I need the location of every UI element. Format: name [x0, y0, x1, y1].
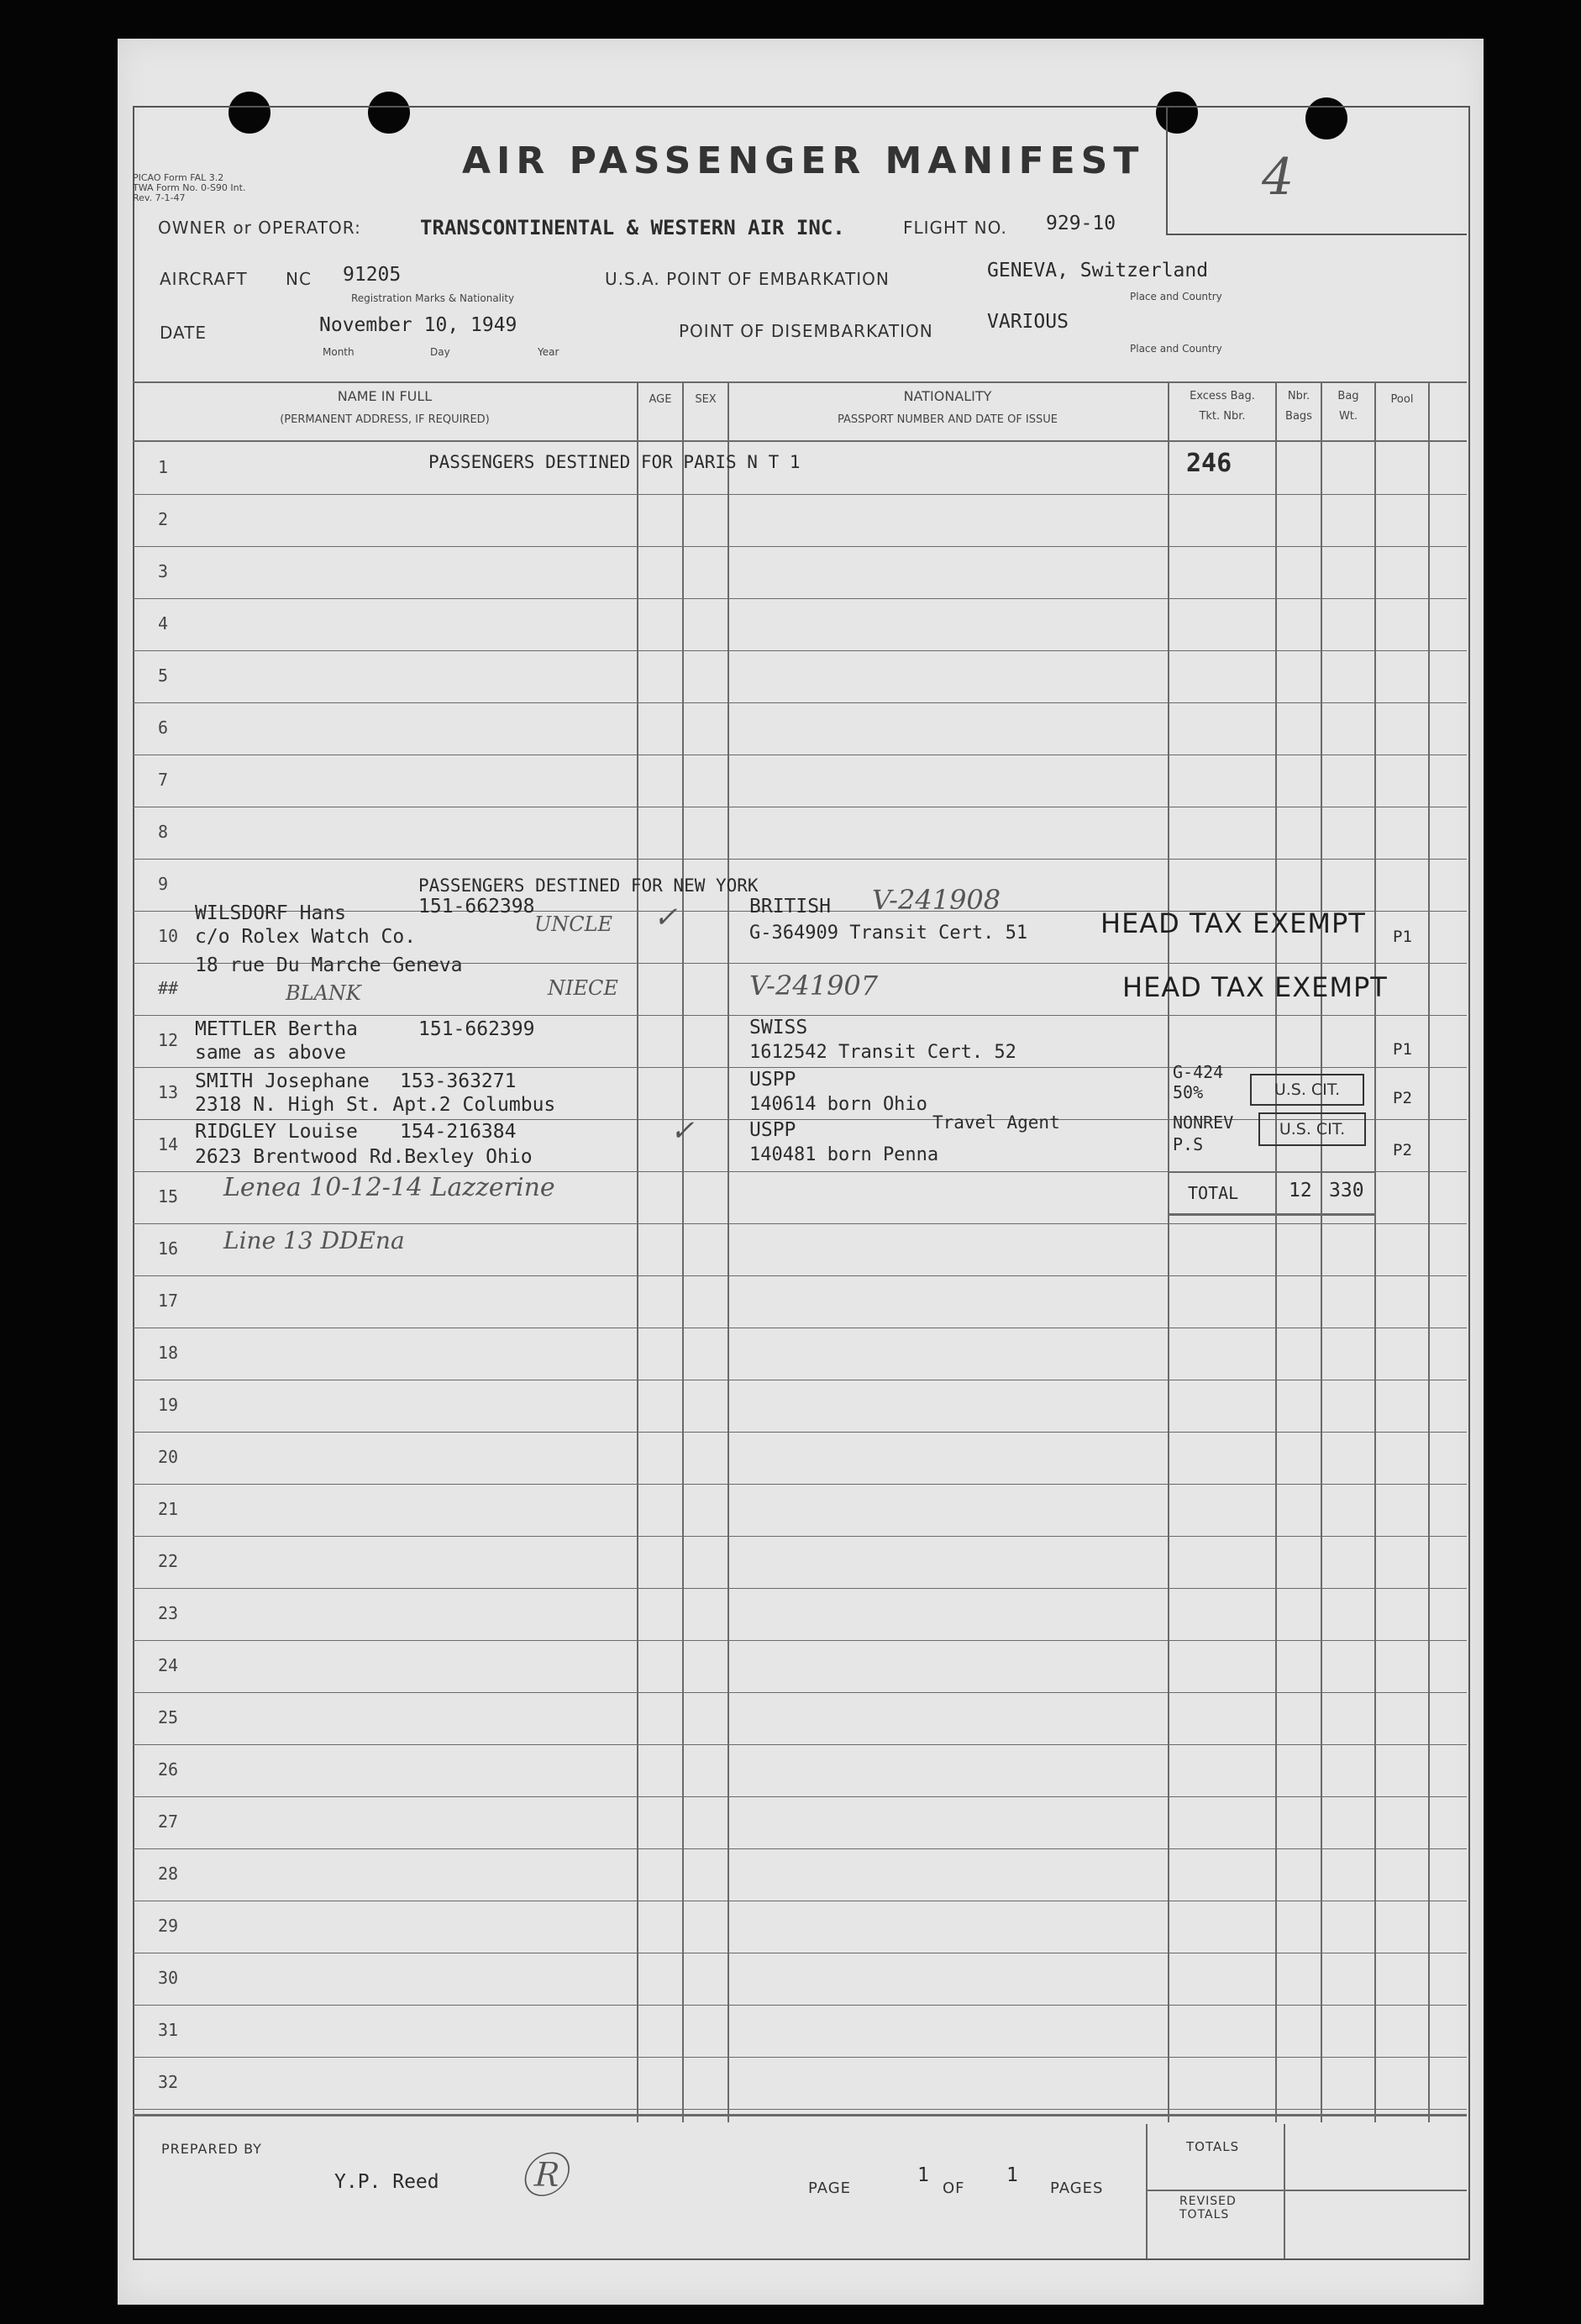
row11-relation: NIECE	[548, 976, 618, 1000]
col-header-nationality: NATIONALITY	[903, 388, 992, 404]
row-number: 31	[158, 2020, 179, 2040]
row-rule	[133, 494, 1467, 495]
row13-passport: 140614 born Ohio	[749, 1094, 927, 1115]
row-number: 6	[158, 718, 169, 738]
row-number: 24	[158, 1655, 179, 1675]
col-rule-age	[637, 381, 638, 2122]
row-rule	[133, 2057, 1467, 2058]
form-number-line: Rev. 7-1-47	[133, 192, 186, 203]
col-rule-pool	[1374, 381, 1376, 2122]
row1-passenger-group: PASSENGERS DESTINED FOR PARIS N T 1	[428, 452, 801, 472]
embark-value: GENEVA, Switzerland	[987, 260, 1209, 281]
pages-label: PAGES	[1050, 2179, 1104, 2197]
row-rule	[133, 1744, 1467, 1745]
row13-ticket: 153-363271	[400, 1070, 517, 1092]
row-number: 23	[158, 1603, 179, 1623]
prepared-by-value: Y.P. Reed	[334, 2171, 439, 2193]
totals-label: TOTALS	[1186, 2139, 1240, 2154]
form-number	[133, 173, 245, 203]
row15-total-label: TOTAL	[1188, 1183, 1239, 1203]
row-number: 4	[158, 613, 169, 634]
aircraft-no-label: NC	[286, 269, 312, 289]
prepared-by-label: PREPARED BY	[161, 2141, 262, 2157]
row13-pool: P2	[1393, 1089, 1412, 1107]
row11-visa: V-241907	[749, 970, 879, 1002]
row10-check: ✓	[654, 901, 678, 934]
col-rule-nat	[727, 381, 729, 2122]
date-caption-day: Day	[430, 346, 450, 358]
row-number: 10	[158, 926, 179, 946]
date-caption-year: Year	[538, 346, 559, 358]
row16-handwritten-note: Line 13 DDEna	[223, 1227, 405, 1254]
row-number: 18	[158, 1343, 179, 1363]
col-header-sex: SEX	[695, 393, 717, 406]
row12-passport: 1612542 Transit Cert. 52	[749, 1042, 1016, 1063]
row-number: 20	[158, 1447, 179, 1467]
form-number-line: PICAO Form FAL 3.2	[133, 172, 224, 183]
row13-name: SMITH Josephane	[195, 1070, 370, 1092]
row-rule	[133, 1536, 1467, 1537]
row-number: 30	[158, 1968, 179, 1988]
row10-head-tax-stamp: HEAD TAX EXEMPT	[1100, 907, 1366, 939]
page-value: 1	[917, 2164, 929, 2186]
row12-pool: P1	[1393, 1040, 1412, 1059]
row-number: 26	[158, 1759, 179, 1780]
footer-divider-3	[1146, 2190, 1467, 2191]
row13-excess: G-424	[1173, 1062, 1224, 1082]
footer-divider-2	[1284, 2124, 1285, 2258]
row10-address: c/o Rolex Watch Co.	[195, 926, 417, 948]
row14-ticket: 154-216384	[400, 1121, 517, 1143]
row-number: ##	[158, 978, 179, 998]
row-number: 5	[158, 665, 169, 686]
owner-label: OWNER or OPERATOR:	[158, 218, 361, 238]
row-number: 21	[158, 1499, 179, 1519]
date-caption-month: Month	[323, 346, 355, 358]
row10-passport: G-364909 Transit Cert. 51	[749, 923, 1028, 944]
row12-address: same as above	[195, 1042, 347, 1064]
row-rule	[133, 598, 1467, 599]
col-header-name-sub: (PERMANENT ADDRESS, IF REQUIRED)	[280, 413, 490, 426]
disembark-value: VARIOUS	[987, 311, 1069, 333]
row15-handwritten-note: Lenea 10-12-14 Lazzerine	[223, 1173, 555, 1202]
row-number: 13	[158, 1082, 179, 1102]
col-header-pool: Pool	[1390, 393, 1414, 406]
row-rule	[133, 1275, 1467, 1276]
col-rule-excess	[1168, 381, 1169, 2122]
row14-pool: P2	[1393, 1141, 1412, 1159]
row-number: 27	[158, 1811, 179, 1832]
row-rule	[133, 1484, 1467, 1485]
row13-citizen-stamp: U.S. CIT.	[1250, 1074, 1364, 1106]
col-header-excess-sub: Tkt. Nbr.	[1199, 410, 1246, 423]
aircraft-value: 91205	[343, 264, 402, 286]
row-number: 32	[158, 2072, 179, 2092]
row11-blank: BLANK	[286, 981, 361, 1005]
col-rule-sex	[682, 381, 684, 2122]
col-rule-end	[1428, 381, 1430, 2122]
row-rule	[133, 1432, 1467, 1433]
revised-totals-label: REVISED TOTALS	[1179, 2195, 1237, 2221]
row-rule	[133, 650, 1467, 651]
row-number: 9	[158, 874, 169, 894]
row-number: 3	[158, 561, 169, 581]
row14-excess: NONREV	[1173, 1112, 1234, 1133]
embark-caption: Place and Country	[1130, 291, 1222, 302]
footer-divider	[1146, 2124, 1148, 2258]
row-number: 29	[158, 1916, 179, 1936]
row-number: 8	[158, 822, 169, 842]
row-rule	[133, 1223, 1467, 1224]
disembark-caption: Place and Country	[1130, 343, 1222, 355]
row12-nationality: SWISS	[749, 1017, 808, 1038]
page-title: AIR PASSENGER MANIFEST	[462, 139, 1145, 182]
owner-value: TRANSCONTINENTAL & WESTERN AIR INC.	[420, 216, 845, 239]
table-bottom-rule	[133, 2114, 1467, 2116]
row13-excess-pct: 50%	[1173, 1082, 1204, 1102]
row-rule	[133, 1588, 1467, 1589]
flight-value: 929-10	[1046, 213, 1116, 234]
row-number: 1	[158, 457, 169, 477]
col-rule-nbr	[1275, 381, 1277, 2122]
col-header-nbr: Nbr.	[1287, 390, 1310, 402]
col-header-nbr-sub: Bags	[1285, 410, 1312, 423]
total-rule-bottom	[1169, 1213, 1374, 1216]
col-header-bag: Bag	[1337, 390, 1359, 402]
row13-nationality: USPP	[749, 1069, 796, 1091]
col-header-excess: Excess Bag.	[1190, 390, 1255, 402]
row-rule	[133, 2005, 1467, 2006]
row14-check: ✓	[670, 1114, 695, 1148]
row14-passport: 140481 born Penna	[749, 1144, 939, 1165]
col-header-age: AGE	[649, 393, 672, 406]
row14-note: Travel Agent	[932, 1112, 1060, 1133]
row-rule	[133, 1848, 1467, 1849]
row-number: 7	[158, 770, 169, 790]
row15-total-bags: 12	[1289, 1180, 1312, 1201]
row-number: 12	[158, 1030, 179, 1050]
row-number: 2	[158, 509, 169, 529]
row-number: 25	[158, 1707, 179, 1727]
flight-label: FLIGHT NO.	[903, 218, 1007, 238]
of-label: OF	[943, 2179, 965, 2197]
col-header-name: NAME IN FULL	[337, 388, 433, 404]
date-label: DATE	[160, 323, 207, 343]
row14-address: 2623 Brentwood Rd.Bexley Ohio	[195, 1146, 533, 1168]
row10-visa: V-241908	[872, 884, 1001, 916]
aircraft-label: AIRCRAFT	[160, 269, 248, 289]
row-rule	[133, 1796, 1467, 1797]
embark-label: U.S.A. POINT OF EMBARKATION	[605, 269, 890, 289]
page-label: PAGE	[808, 2179, 852, 2197]
row10-ticket: 151-662398	[418, 896, 535, 918]
row-number: 14	[158, 1134, 179, 1154]
row12-name: METTLER Bertha	[195, 1018, 358, 1040]
row-rule	[133, 2109, 1467, 2110]
table-header-rule	[133, 440, 1467, 442]
row14-nationality: USPP	[749, 1119, 796, 1141]
col-header-nationality-sub: PASSPORT NUMBER AND DATE OF ISSUE	[837, 413, 1058, 426]
row-number: 19	[158, 1395, 179, 1415]
row-rule	[133, 1692, 1467, 1693]
row-number: 17	[158, 1291, 179, 1311]
row10-nationality: BRITISH	[749, 896, 831, 918]
row9-passenger-group: PASSENGERS DESTINED FOR NEW YORK	[418, 875, 759, 896]
row14-excess-ps: P.S	[1173, 1134, 1204, 1154]
manifest-table	[133, 381, 1467, 2122]
row-rule	[133, 546, 1467, 547]
row12-ticket: 151-662399	[418, 1018, 535, 1040]
row-number: 22	[158, 1551, 179, 1571]
row10-name: WILSDORF Hans	[195, 902, 347, 924]
row-number: 28	[158, 1864, 179, 1884]
row11-address: 18 rue Du Marche Geneva	[195, 954, 463, 976]
row-rule	[133, 1067, 1467, 1068]
col-header-bag-sub: Wt.	[1338, 410, 1358, 423]
page-mark-box	[1166, 106, 1467, 235]
row-number: 16	[158, 1238, 179, 1259]
col-rule-bag	[1321, 381, 1322, 2122]
row10-relation: UNCLE	[534, 912, 613, 936]
row14-citizen-stamp: U.S. CIT.	[1258, 1112, 1366, 1146]
row-rule	[133, 702, 1467, 703]
table-top-rule	[133, 381, 1467, 383]
form-number-line: TWA Form No. 0-S90 Int.	[133, 182, 246, 193]
date-value: November 10, 1949	[319, 314, 517, 336]
row15-total-weight: 330	[1329, 1180, 1364, 1201]
row13-address: 2318 N. High St. Apt.2 Columbus	[195, 1094, 556, 1116]
row1-excess-value: 246	[1186, 449, 1232, 478]
of-value: 1	[1006, 2164, 1018, 2186]
row10-pool: P1	[1393, 928, 1412, 946]
row-number: 15	[158, 1186, 179, 1207]
signature: Ⓡ	[519, 2149, 566, 2204]
disembark-label: POINT OF DISEMBARKATION	[679, 321, 933, 341]
row-rule	[133, 1015, 1467, 1016]
manifest-sheet	[118, 39, 1484, 2305]
row14-name: RIDGLEY Louise	[195, 1121, 358, 1143]
row11-head-tax-stamp: HEAD TAX EXEMPT	[1122, 971, 1388, 1003]
row-rule	[133, 1640, 1467, 1641]
aircraft-caption: Registration Marks & Nationality	[351, 292, 515, 304]
total-rule	[1169, 1171, 1374, 1173]
page-mark: 4	[1262, 148, 1295, 207]
row-rule	[133, 859, 1467, 860]
